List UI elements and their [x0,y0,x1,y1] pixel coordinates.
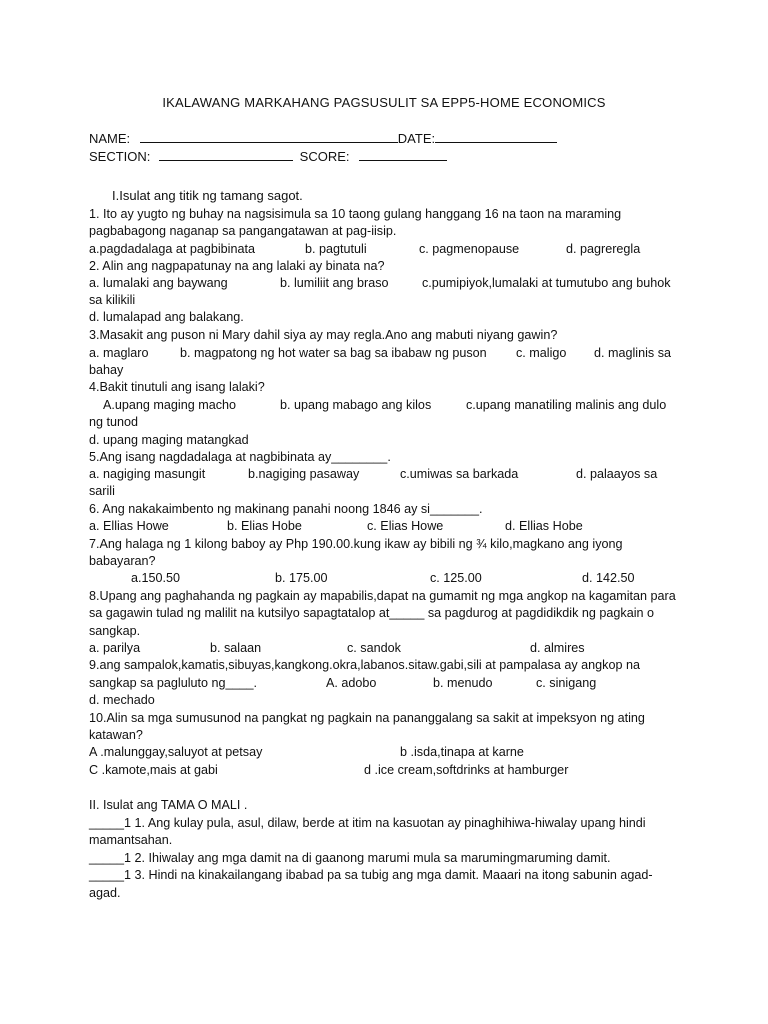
q10-choice-a[interactable]: A .malunggay,saluyot at petsay [89,745,263,759]
score-label: SCORE: [299,149,350,164]
q2-choice-c[interactable]: c.pumipiyok,lumalaki at tumutubo ang buhok [422,276,671,290]
q8-text-line2: sa gagawin tulad ng malilit na kutsilyo sapagtatalop at_____ sa pagdurog at pagdidikdik ng pagkain o [89,606,655,620]
name-label: NAME: [89,131,131,146]
q1-choice-c[interactable]: c. pagmenopause [419,242,520,256]
section-score-line [89,148,447,166]
tf-item-1-line1: _____1 1. Ang kulay pula, asul, dilaw, berde at itim na kasuotan ay pinaghihiwa-hiwalay upang hindi [89,816,646,830]
q7-choice-b[interactable]: b. 175.00 [275,571,328,585]
q9-text-line2: sangkap sa pagluluto ng____. [89,676,258,690]
q3-question: 3.Masakit ang puson ni Mary dahil siya ay may regla.Ano ang mabuti niyang gawin? [89,328,558,342]
tf-item-3-line2: agad. [89,886,121,900]
section-label: SECTION: [89,149,151,164]
q4-choice-d[interactable]: d. upang maging matangkad [89,433,249,447]
q6-choice-d[interactable]: d. Ellias Hobe [505,519,583,533]
q4-choice-c[interactable]: c.upang manatiling malinis ang dulo [466,398,667,412]
q4-choice-c-cont: ng tunod [89,415,139,429]
q9-choice-c[interactable]: c. sinigang [536,676,597,690]
date-blank[interactable] [435,131,557,143]
section-blank[interactable] [159,149,293,161]
q8-choice-a[interactable]: a. parilya [89,641,141,655]
tf-item-1-line2: mamantsahan. [89,833,173,847]
q7-choice-a[interactable]: a.150.50 [131,571,181,585]
q10-text-line2: katawan? [89,728,143,742]
q3-choice-d[interactable]: d. maglinis sa [594,346,671,360]
score-blank[interactable] [359,149,447,161]
q10-choice-b[interactable]: b .isda,tinapa at karne [400,745,524,759]
q3-choice-b[interactable]: b. magpatong ng hot water sa bag sa ibabaw ng puson [180,346,487,360]
q5-choice-c[interactable]: c.umiwas sa barkada [400,467,519,481]
q2-choice-b[interactable]: b. lumiliit ang braso [280,276,389,290]
q8-text-line3: sangkap. [89,624,141,638]
q10-choice-c[interactable]: C .kamote,mais at gabi [89,763,218,777]
q4-choice-a[interactable]: A.upang maging macho [103,398,237,412]
q5-choice-b[interactable]: b.nagiging pasaway [248,467,360,481]
q9-choice-a[interactable]: A. adobo [326,676,377,690]
q3-choice-d-cont: bahay [89,363,124,377]
q7-text-line2: babayaran? [89,554,156,568]
name-date-line [89,130,557,148]
exam-title: IKALAWANG MARKAHANG PAGSUSULIT SA EPP5-HOME ECONOMICS [162,95,606,110]
q5-choice-d[interactable]: d. palaayos sa [576,467,658,481]
q9-choice-d[interactable]: d. mechado [89,693,155,707]
q8-choice-c[interactable]: c. sandok [347,641,401,655]
q8-choice-b[interactable]: b. salaan [210,641,262,655]
date-label: DATE: [397,131,436,146]
q8-text-line1: 8.Upang ang paghahanda ng pagkain ay mapabilis,dapat na gumamit ng mga angkop na kagamitan para [89,589,676,603]
q6-choice-c[interactable]: c. Elias Howe [367,519,444,533]
q2-choice-a[interactable]: a. lumalaki ang baywang [89,276,228,290]
q6-choice-b[interactable]: b. Elias Hobe [227,519,302,533]
q9-text-line1: 9.ang sampalok,kamatis,sibuyas,kangkong.okra,labanos.sitaw.gabi,sili at pampalasa ay angkop na [89,658,640,672]
q2-question: 2. Alin ang nagpapatunay na ang lalaki ay binata na? [89,259,385,273]
q6-question: 6. Ang nakakaimbento ng makinang panahi noong 1846 ay si_______. [89,502,483,516]
q2-choice-d[interactable]: d. lumalapad ang balakang. [89,310,244,324]
q5-question: 5.Ang isang nagdadalaga at nagbibinata ay________. [89,450,391,464]
q7-text-line1: 7.Ang halaga ng 1 kilong baboy ay Php 190.00.kung ikaw ay bibili ng ¾ kilo,magkano ang iyong [89,537,623,551]
q1-choice-a[interactable]: a.pagdadalaga at pagbibinata [89,242,255,256]
tf-item-2: _____1 2. Ihiwalay ang mga damit na di gaanong marumi mula sa marumingmaruming damit. [89,851,611,865]
name-blank[interactable] [140,131,398,143]
part2-instruction: II. Isulat ang TAMA O MALI . [89,798,248,812]
q5-choice-d-cont: sarili [89,484,115,498]
q4-choice-b[interactable]: b. upang mabago ang kilos [280,398,432,412]
part1-instruction: I.Isulat ang titik ng tamang sagot. [112,188,303,203]
q6-choice-a[interactable]: a. Ellias Howe [89,519,169,533]
q1-choice-d[interactable]: d. pagreregla [566,242,641,256]
q3-choice-c[interactable]: c. maligo [516,346,567,360]
q4-question: 4.Bakit tinutuli ang isang lalaki? [89,380,265,394]
q1-text-line2: pagbabagong naganap sa pangangatawan at pag-iisip. [89,224,397,238]
q3-choice-a[interactable]: a. maglaro [89,346,149,360]
q8-choice-d[interactable]: d. almires [530,641,585,655]
q5-choice-a[interactable]: a. nagiging masungit [89,467,206,481]
tf-item-3-line1: _____1 3. Hindi na kinakailangang ibabad pa sa tubig ang mga damit. Maaari na itong sabunin agad- [89,868,653,882]
q9-choice-b[interactable]: b. menudo [433,676,493,690]
q2-choice-c-cont: sa kilikili [89,293,136,307]
q10-text-line1: 10.Alin sa mga sumusunod na pangkat ng pagkain na pananggalang sa sakit at impeksyon ng ating [89,711,645,725]
q7-choice-d[interactable]: d. 142.50 [582,571,635,585]
q10-choice-d[interactable]: d .ice cream,softdrinks at hamburger [364,763,569,777]
q7-choice-c[interactable]: c. 125.00 [430,571,482,585]
q1-choice-b[interactable]: b. pagtutuli [305,242,367,256]
q1-text-line1: 1. Ito ay yugto ng buhay na nagsisimula sa 10 taong gulang hanggang 16 na taon na maraming [89,207,622,221]
